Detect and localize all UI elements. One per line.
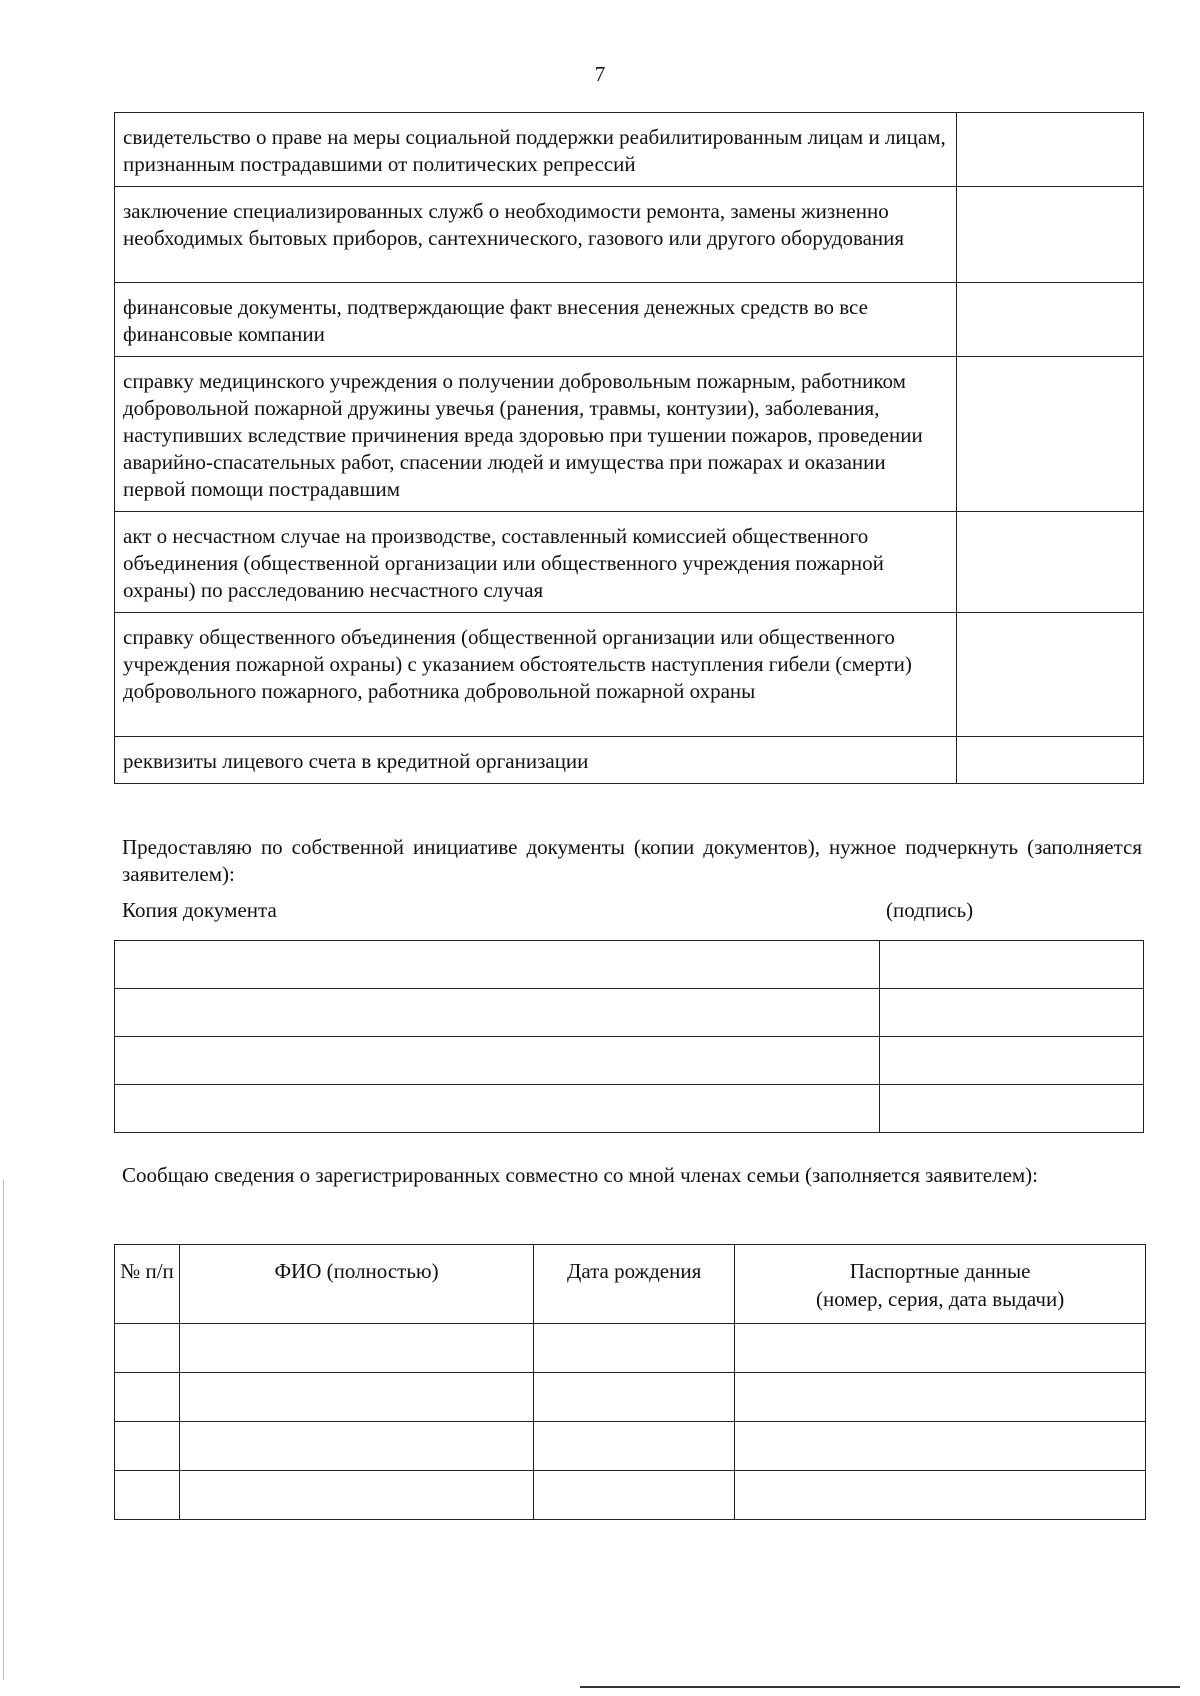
number-cell[interactable] — [115, 1373, 180, 1422]
family-paragraph: Сообщаю сведения о зарегистрированных совместно со мной членах семьи (заполняется заявителем): — [122, 1163, 1039, 1187]
table-row — [115, 1471, 1146, 1520]
signature-cell[interactable] — [879, 1037, 1143, 1085]
birth-date-cell[interactable] — [534, 1324, 735, 1373]
table-row — [115, 283, 1144, 357]
document-name: акт о несчастном случае на производстве, составленный комиссией общественного объединения (общественной организации или общественного учреждения пожарной охраны) по расследованию несчастного случая — [115, 512, 957, 613]
table-row — [115, 1037, 1144, 1085]
table-row — [115, 357, 1144, 512]
scan-margin-line — [3, 1180, 4, 1680]
signature-cell[interactable] — [879, 941, 1143, 989]
number-cell[interactable] — [115, 1324, 180, 1373]
table-row — [115, 1422, 1146, 1471]
table-row — [115, 1373, 1146, 1422]
copies-table — [114, 940, 1144, 1133]
document-mark-cell[interactable] — [957, 283, 1144, 357]
birth-date-cell[interactable] — [534, 1373, 735, 1422]
document-name: заключение специализированных служб о необходимости ремонта, замены жизненно необходимых бытовых приборов, сантехнического, газового или другого оборудования — [115, 187, 957, 283]
table-header-row — [115, 1245, 1146, 1324]
passport-cell[interactable] — [735, 1471, 1146, 1520]
document-name: справку общественного объединения (общественной организации или общественного учреждения пожарной охраны) с указанием обстоятельств наступления гибели (смерти) добровольного пожарного, работника добровольной пожарной охраны — [115, 613, 957, 737]
full-name-cell[interactable] — [180, 1422, 534, 1471]
table-row — [115, 613, 1144, 737]
table-row — [115, 737, 1144, 784]
full-name-cell[interactable] — [180, 1373, 534, 1422]
copy-document-cell[interactable] — [115, 989, 880, 1037]
header-full-name: ФИО (полностью) — [180, 1245, 534, 1324]
page-number: 7 — [594, 62, 606, 86]
document-name: справку медицинского учреждения о получении добровольным пожарным, работником добровольной пожарной дружины увечья (ранения, травмы, контузии), заболевания, наступивших вследствие причинения вреда здоровью при тушении пожаров, проведении аварийно-спасательных работ, спасении людей и имущества при пожарах и оказании первой помощи пострадавшим — [115, 357, 957, 512]
birth-date-cell[interactable] — [534, 1471, 735, 1520]
table-row — [115, 512, 1144, 613]
document-name: финансовые документы, подтверждающие факт внесения денежных средств во все финансовые компании — [115, 283, 957, 357]
header-passport-details: (номер, серия, дата выдачи) — [816, 1287, 1065, 1311]
full-name-cell[interactable] — [180, 1324, 534, 1373]
signature-cell[interactable] — [879, 1085, 1143, 1133]
passport-cell[interactable] — [735, 1324, 1146, 1373]
document-mark-cell[interactable] — [957, 187, 1144, 283]
birth-date-cell[interactable] — [534, 1422, 735, 1471]
documents-table — [114, 112, 1144, 784]
document-name: реквизиты лицевого счета в кредитной организации — [115, 737, 957, 784]
document-name: свидетельство о праве на меры социальной поддержки реабилитированным лицам и лицам, признанным пострадавшими от политических репрессий — [115, 113, 957, 187]
table-row — [115, 1085, 1144, 1133]
copies-labels — [122, 898, 1142, 926]
copy-document-cell[interactable] — [115, 1085, 880, 1133]
table-row — [115, 1324, 1146, 1373]
own-initiative-paragraph: Предоставляю по собственной инициативе документы (копии документов), нужное подчеркнуть (заполняется заявителем): — [122, 835, 1142, 886]
table-row — [115, 187, 1144, 283]
passport-cell[interactable] — [735, 1422, 1146, 1471]
passport-cell[interactable] — [735, 1373, 1146, 1422]
document-mark-cell[interactable] — [957, 113, 1144, 187]
document-mark-cell[interactable] — [957, 512, 1144, 613]
page-bottom-rule — [580, 1686, 1180, 1688]
table-row — [115, 941, 1144, 989]
copy-document-cell[interactable] — [115, 1037, 880, 1085]
copy-document-cell[interactable] — [115, 941, 880, 989]
full-name-cell[interactable] — [180, 1471, 534, 1520]
signature-label: (подпись) — [886, 898, 974, 922]
table-row — [115, 113, 1144, 187]
header-birth-date: Дата рождения — [534, 1245, 735, 1324]
table-row — [115, 989, 1144, 1037]
header-passport — [735, 1245, 1146, 1324]
number-cell[interactable] — [115, 1422, 180, 1471]
header-passport-title: Паспортные данные — [849, 1259, 1031, 1283]
copy-document-label: Копия документа — [122, 898, 277, 922]
number-cell[interactable] — [115, 1471, 180, 1520]
document-mark-cell[interactable] — [957, 613, 1144, 737]
signature-cell[interactable] — [879, 989, 1143, 1037]
document-mark-cell[interactable] — [957, 737, 1144, 784]
header-number: № п/п — [115, 1245, 180, 1324]
family-members-table — [114, 1244, 1146, 1520]
document-mark-cell[interactable] — [957, 357, 1144, 512]
